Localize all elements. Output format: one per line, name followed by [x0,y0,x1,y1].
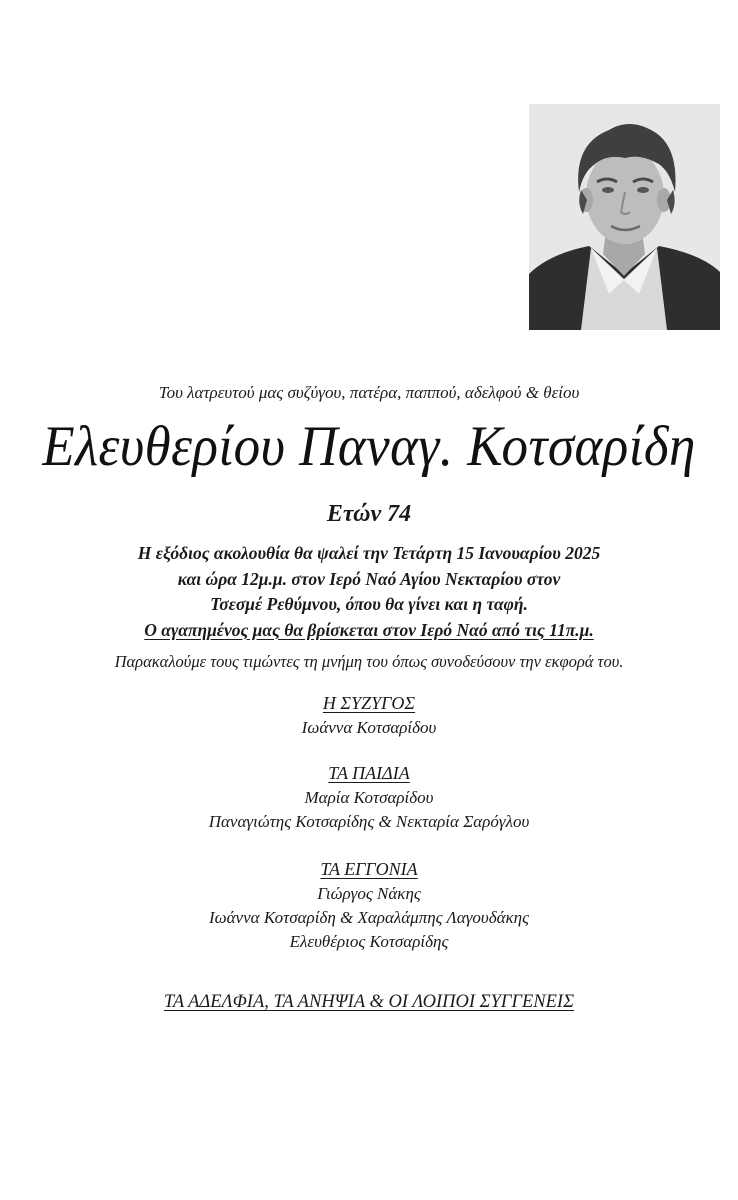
announcement-line: Τσεσμέ Ρεθύμνου, όπου θα γίνει και η ταφή. [210,594,528,614]
funeral-announcement [0,541,738,643]
announcement-line: Ο αγαπημένος μας θα βρίσκεται στον Ιερό Ναό από τις 11π.μ. [144,619,594,640]
deceased-name: Ελευθερίου Παναγ. Κοτσαρίδη [42,415,696,478]
announcement-line: Η εξόδιος ακολουθία θα ψαλεί την Τετάρτη 15 Ιανουαρίου 2025 [137,543,601,563]
portrait-photo [529,104,720,330]
group-member: Παναγιώτης Κοτσαρίδης & Νεκταρία Σαρόγλου [208,812,530,831]
intro-line: Του λατρευτού μας συζύγου, πατέρα, παππού, αδελφού & θείου [158,383,580,402]
group-member: Ιωάννα Κοτσαρίδου [301,718,437,737]
age-line: Ετών 74 [326,501,412,527]
request-line: Παρακαλούμε τους τιμώντες τη μνήμη του όπως συνοδεύσουν την εκφορά του. [114,652,624,671]
group-title-grandchildren: ΤΑ ΕΓΓΟΝΙΑ [320,859,418,879]
group-member: Γιώργος Νάκης [317,884,421,903]
announcement-line: και ώρα 12μ.μ. στον Ιερό Ναό Αγίου Νεκταρίου στον [177,568,561,589]
relatives-line: ΤΑ ΑΔΕΛΦΙΑ, ΤΑ ΑΝΗΨΙΑ & ΟΙ ΛΟΙΠΟΙ ΣΥΓΓΕΝΕΙΣ [163,992,575,1012]
group-title-children: ΤΑ ΠΑΙΔΙΑ [328,763,410,783]
group-member: Ιωάννα Κοτσαρίδη & Χαραλάμπης Λαγουδάκης [208,908,530,927]
group-title-spouse: Η ΣΥΖΥΓΟΣ [322,693,416,713]
portrait-illustration [529,104,720,330]
group-member: Ελευθέριος Κοτσαρίδης [289,932,449,951]
group-member: Μαρία Κοτσαρίδου [304,788,434,807]
